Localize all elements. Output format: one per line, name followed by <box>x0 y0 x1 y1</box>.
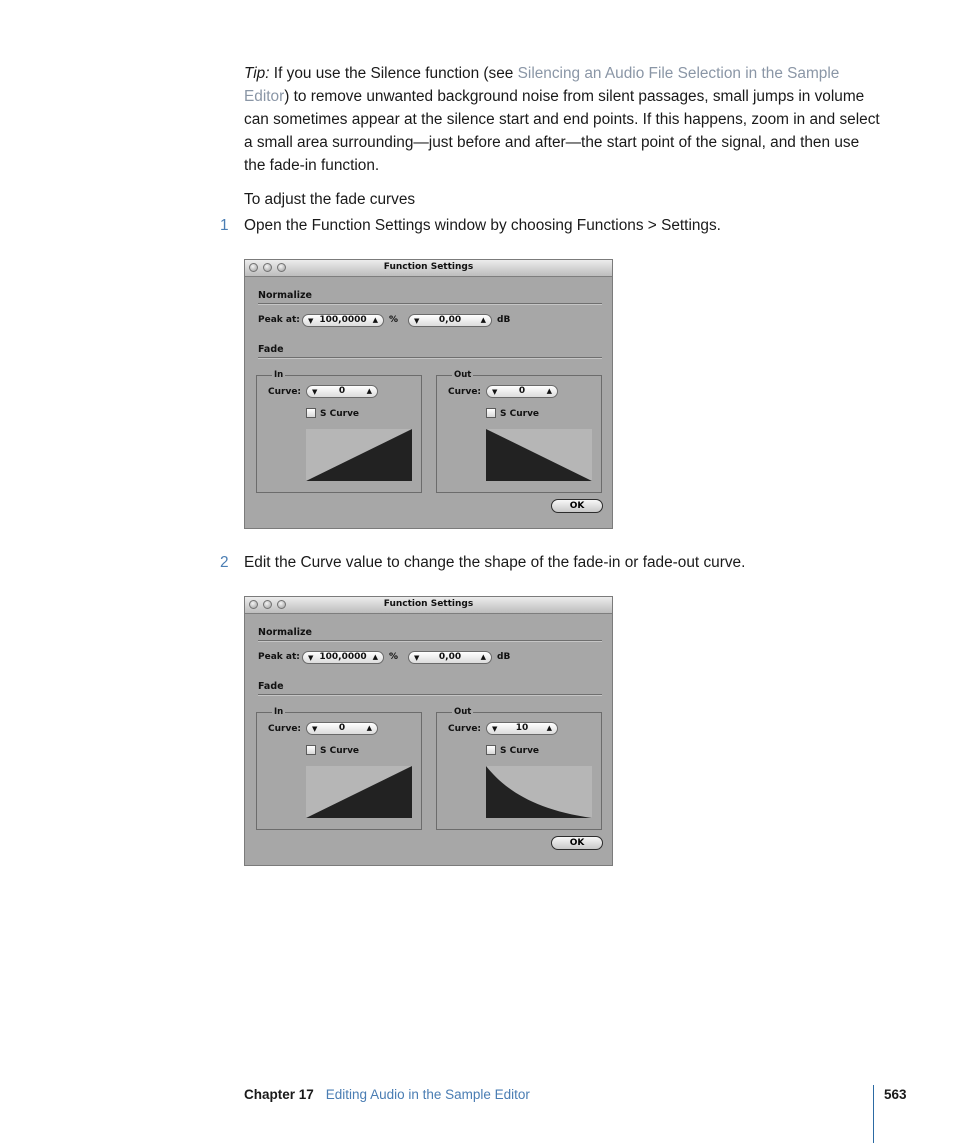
fade-section-label: Fade <box>258 344 284 355</box>
tip-label: Tip: <box>244 65 270 82</box>
fade-out-s-curve-checkbox[interactable] <box>486 745 496 755</box>
peak-percent-value: 100,0000 <box>319 652 367 662</box>
peak-db-value: 0,00 <box>438 315 462 325</box>
peak-db-value: 0,00 <box>438 652 462 662</box>
fade-in-curve-preview <box>306 766 412 818</box>
title-bar <box>245 597 612 614</box>
percent-unit: % <box>389 315 399 325</box>
fade-separator <box>258 357 602 359</box>
fade-in-s-curve-checkbox[interactable] <box>306 745 316 755</box>
fade-out-group <box>436 707 602 830</box>
fade-in-s-curve-checkbox[interactable] <box>306 408 316 418</box>
decrement-arrow-icon[interactable]: ▼ <box>492 725 498 733</box>
fade-in-curve-preview <box>306 429 412 481</box>
fade-out-title: Out <box>454 707 472 717</box>
percent-unit: % <box>389 652 399 662</box>
fade-out-curve-stepper[interactable] <box>486 722 558 735</box>
peak-percent-stepper[interactable] <box>302 651 384 664</box>
step-number: 1 <box>220 217 229 234</box>
fade-in-group <box>256 370 422 493</box>
fade-out-title: Out <box>454 370 472 380</box>
increment-arrow-icon[interactable]: ▲ <box>546 724 552 732</box>
fade-in-curve-shape <box>306 429 412 481</box>
fade-in-s-curve-label: S Curve <box>320 409 360 419</box>
decrement-arrow-icon[interactable]: ▼ <box>308 654 314 662</box>
decrement-arrow-icon[interactable]: ▼ <box>312 725 318 733</box>
tip-paragraph <box>244 62 884 177</box>
increment-arrow-icon[interactable]: ▲ <box>480 316 486 324</box>
page-number: 563 <box>884 1087 907 1102</box>
fade-in-curve-label: Curve: <box>268 724 302 734</box>
increment-arrow-icon[interactable]: ▲ <box>372 653 378 661</box>
ok-button[interactable]: OK <box>551 836 603 850</box>
ok-button[interactable]: OK <box>551 499 603 513</box>
fade-out-group <box>436 370 602 493</box>
fade-in-curve-label: Curve: <box>268 387 302 397</box>
increment-arrow-icon[interactable]: ▲ <box>366 387 372 395</box>
fade-out-curve-preview <box>486 766 592 818</box>
window-title: Function Settings <box>383 262 474 272</box>
fade-in-curve-graph <box>306 429 412 481</box>
peak-db-stepper[interactable] <box>408 314 492 327</box>
fade-out-s-curve-label: S Curve <box>500 746 540 756</box>
db-unit: dB <box>497 315 511 325</box>
normalize-separator <box>258 640 602 642</box>
fade-out-curve-shape <box>486 429 592 481</box>
fade-out-curve-graph <box>486 766 592 818</box>
function-settings-window <box>244 259 613 529</box>
db-unit: dB <box>497 652 511 662</box>
fade-in-s-curve-label: S Curve <box>320 746 360 756</box>
fade-section-label: Fade <box>258 681 284 692</box>
step-2 <box>220 551 745 574</box>
chapter-number: Chapter 17 <box>244 1087 314 1102</box>
page-footer <box>244 1087 530 1102</box>
normalize-section-label: Normalize <box>258 627 312 638</box>
footer-divider <box>873 1085 874 1143</box>
fade-out-curve-preview <box>486 429 592 481</box>
step-number: 2 <box>220 554 229 571</box>
decrement-arrow-icon[interactable]: ▼ <box>492 388 498 396</box>
function-settings-window <box>244 596 613 866</box>
increment-arrow-icon[interactable]: ▲ <box>480 653 486 661</box>
fade-in-title: In <box>274 370 284 380</box>
fade-in-curve-shape <box>306 766 412 818</box>
normalize-section-label: Normalize <box>258 290 312 301</box>
fade-out-curve-shape <box>486 766 592 818</box>
peak-percent-value: 100,0000 <box>319 315 367 325</box>
fade-out-curve-stepper[interactable] <box>486 385 558 398</box>
fade-out-curve-value: 0 <box>518 386 526 396</box>
peak-db-stepper[interactable] <box>408 651 492 664</box>
tip-text-after: ) to remove unwanted background noise from silent passages, small jumps in volume can sometimes appear at the silence start and end points. If this happens, zoom in and select a small area surrounding—just before and after—the start point of the signal, and then use the fade-in function. <box>244 88 880 174</box>
fade-in-curve-graph <box>306 766 412 818</box>
window-title: Function Settings <box>383 599 474 609</box>
fade-out-curve-label: Curve: <box>448 387 482 397</box>
increment-arrow-icon[interactable]: ▲ <box>366 724 372 732</box>
tip-text-before: If you use the Silence function (see <box>269 65 518 82</box>
chapter-title: Editing Audio in the Sample Editor <box>325 1087 530 1102</box>
decrement-arrow-icon[interactable]: ▼ <box>414 317 420 325</box>
fade-out-curve-label: Curve: <box>448 724 482 734</box>
fade-in-curve-stepper[interactable] <box>306 722 378 735</box>
increment-arrow-icon[interactable]: ▲ <box>546 387 552 395</box>
decrement-arrow-icon[interactable]: ▼ <box>312 388 318 396</box>
cross-reference-link[interactable]: Silencing an Audio File Selection in the Sample Editor <box>244 65 840 105</box>
peak-label: Peak at: <box>258 652 300 662</box>
title-bar <box>245 260 612 277</box>
normalize-separator <box>258 303 602 305</box>
peak-label: Peak at: <box>258 315 300 325</box>
fade-out-s-curve-checkbox[interactable] <box>486 408 496 418</box>
step-text: Edit the Curve value to change the shape of the fade-in or fade-out curve. <box>244 554 746 571</box>
fade-in-group <box>256 707 422 830</box>
decrement-arrow-icon[interactable]: ▼ <box>414 654 420 662</box>
step-text: Open the Function Settings window by choosing Functions > Settings. <box>244 217 721 234</box>
peak-percent-stepper[interactable] <box>302 314 384 327</box>
fade-out-s-curve-label: S Curve <box>500 409 540 419</box>
fade-in-curve-value: 0 <box>338 386 346 396</box>
fade-out-curve-value: 10 <box>515 723 529 733</box>
task-heading: To adjust the fade curves <box>244 191 416 208</box>
increment-arrow-icon[interactable]: ▲ <box>372 316 378 324</box>
fade-separator <box>258 694 602 696</box>
fade-in-curve-stepper[interactable] <box>306 385 378 398</box>
fade-in-curve-value: 0 <box>338 723 346 733</box>
decrement-arrow-icon[interactable]: ▼ <box>308 317 314 325</box>
fade-in-title: In <box>274 707 284 717</box>
fade-out-curve-graph <box>486 429 592 481</box>
step-1 <box>220 214 721 237</box>
